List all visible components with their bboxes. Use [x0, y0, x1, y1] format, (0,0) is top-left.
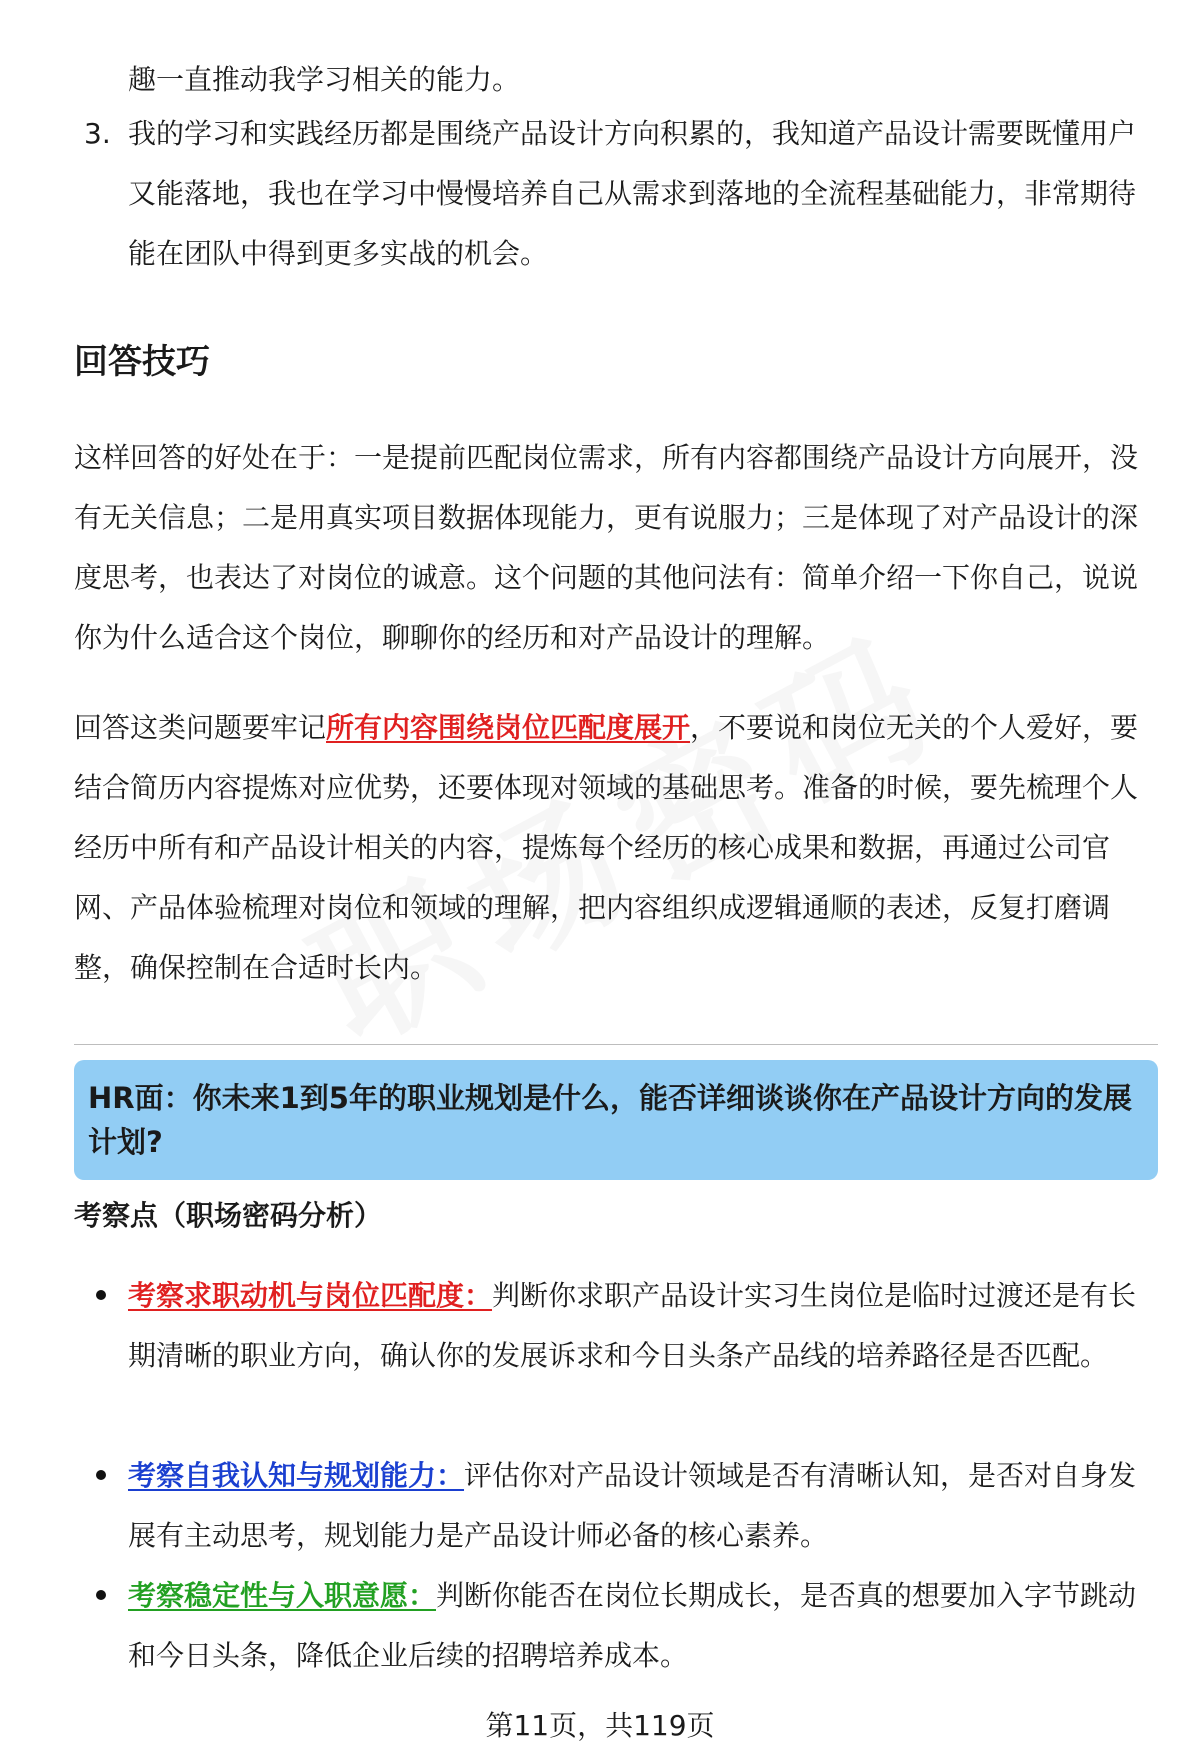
- tips-paragraph-2-prefix: 回答这类问题要牢记: [74, 711, 327, 744]
- question-box: [74, 1060, 1158, 1180]
- list-item-3: 我的学习和实践经历都是围绕产品设计方向积累的，我知道产品设计需要既懂用户又能落地，我也在学习中慢慢培养自己从需求到落地的全流程基础能力，非常期待能在团队中得到更多实战的机会。: [128, 117, 1137, 270]
- tips-paragraph-2: [74, 698, 1154, 998]
- tips-paragraph-2-suffix: ，不要说和岗位无关的个人爱好，要结合简历内容提炼对应优势，还要体现对领域的基础思考。准备的时候，要先梳理个人经历中所有和产品设计相关的内容，提炼每个经历的核心成果和数据，再通过公司官网、产品体验梳理对岗位和领域的理解，把内容组织成逻辑通顺的表述，反复打磨调整，确保控制在合适时长内。: [74, 711, 1139, 984]
- bullet-icon: [96, 1290, 106, 1300]
- list-number: 3.: [84, 117, 111, 150]
- question-text: HR面：你未来1到5年的职业规划是什么，能否详细谈谈你在产品设计方向的发展计划?: [88, 1081, 1132, 1159]
- analysis-item-3: [128, 1566, 1158, 1686]
- analysis-item-3-label: 考察稳定性与入职意愿：: [128, 1579, 437, 1612]
- section-divider: [74, 1044, 1158, 1045]
- tips-paragraph-1: 这样回答的好处在于：一是提前匹配岗位需求，所有内容都围绕产品设计方向展开，没有无关信息；二是用真实项目数据体现能力，更有说服力；三是体现了对产品设计的深度思考，也表达了对岗位的诚意。这个问题的其他问法有：简单介绍一下你自己，说说你为什么适合这个岗位，聊聊你的经历和对产品设计的理解。: [74, 441, 1139, 654]
- analysis-item-1-label: 考察求职动机与岗位匹配度：: [128, 1279, 493, 1312]
- list-item-continuation: 趣一直推动我学习相关的能力。: [128, 63, 521, 96]
- bullet-icon: [96, 1470, 106, 1480]
- analysis-item-1-text: 判断你求职产品设计实习生岗位是临时过渡还是有长期清晰的职业方向，确认你的发展诉求和今日头条产品线的培养路径是否匹配。: [128, 1279, 1137, 1372]
- key-point-highlight: 所有内容围绕岗位匹配度展开: [326, 711, 691, 744]
- analysis-item-2-label: 考察自我认知与规划能力：: [128, 1459, 465, 1492]
- analysis-item-2: [128, 1446, 1158, 1566]
- bullet-icon: [96, 1590, 106, 1600]
- analysis-item-3-text: 判断你能否在岗位长期成长，是否真的想要加入字节跳动和今日头条，降低企业后续的招聘培养成本。: [128, 1579, 1137, 1672]
- page-number: 第11页，共119页: [485, 1709, 715, 1742]
- section-heading-tips: 回答技巧: [74, 342, 210, 382]
- analysis-item-2-text: 评估你对产品设计领域是否有清晰认知，是否对自身发展有主动思考，规划能力是产品设计师必备的核心素养。: [128, 1459, 1137, 1552]
- analysis-heading: 考察点（职场密码分析）: [74, 1199, 383, 1232]
- analysis-item-1: [128, 1266, 1158, 1386]
